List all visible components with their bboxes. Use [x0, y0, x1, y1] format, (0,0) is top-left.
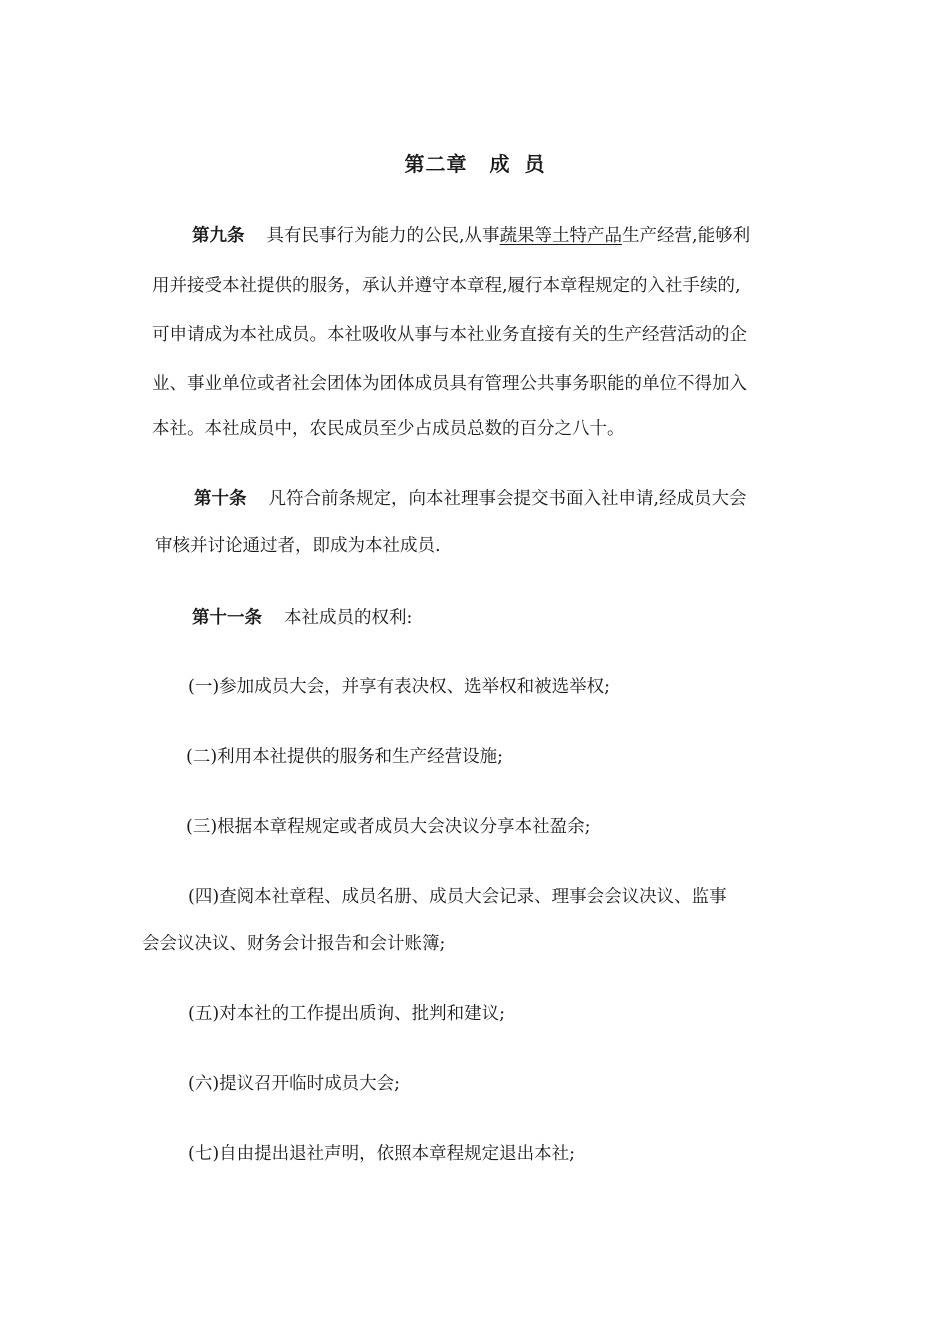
article-11-item-4-line-1: (四)查阅本社章程、成员名册、成员大会记录、理事会会议决议、监事 — [188, 887, 727, 907]
chapter-name-char1: 成 — [489, 152, 511, 176]
article-11-item-6: (六)提议召开临时成员大会; — [188, 1074, 401, 1094]
article-10-line-1 — [194, 485, 747, 510]
article-9-underlined-text: 蔬果等土特产品 — [499, 226, 623, 246]
chapter-name-char2: 员 — [524, 152, 546, 176]
article-11-label: 第十一条 — [192, 608, 262, 628]
article-11-item-2: (二)利用本社提供的服务和生产经营设施; — [186, 747, 504, 767]
article-11-line-1 — [192, 604, 412, 629]
article-11-item-4-line-2: 会会议决议、财务会计报告和会计账簿; — [142, 934, 446, 954]
article-9-line-2: 用并接受本社提供的服务，承认并遵守本章程,履行本章程规定的入社手续的, — [152, 276, 741, 296]
article-10-text: 凡符合前条规定，向本社理事会提交书面入社申请,经成员大会 — [268, 489, 747, 509]
article-9-label: 第九条 — [192, 226, 245, 246]
article-9-line-1 — [192, 222, 750, 247]
article-11-item-3: (三)根据本章程规定或者成员大会决议分享本社盈余; — [186, 817, 591, 837]
article-9-line-3: 可申请成为本社成员。本社吸收从事与本社业务直接有关的生产经营活动的企 — [152, 325, 747, 345]
article-10-label: 第十条 — [194, 489, 247, 509]
chapter-title — [0, 148, 950, 177]
article-11-item-5: (五)对本社的工作提出质询、批判和建议; — [188, 1004, 506, 1024]
article-9-line-5: 本社。本社成员中，农民成员至少占成员总数的百分之八十。 — [152, 419, 625, 439]
article-9-text-pre: 具有民事行为能力的公民,从事 — [266, 226, 500, 246]
chapter-number: 第二章 — [404, 152, 468, 176]
article-11-intro: 本社成员的权利: — [284, 608, 413, 628]
article-9-line-4: 业、事业单位或者社会团体为团体成员具有管理公共事务职能的单位不得加入 — [152, 374, 747, 394]
article-10-line-2: 审核并讨论通过者，即成为本社成员. — [155, 536, 441, 556]
article-9-text-post: 生产经营,能够利 — [622, 226, 751, 246]
article-11-item-1: (一)参加成员大会，并享有表决权、选举权和被选举权; — [188, 677, 611, 697]
article-11-item-7: (七)自由提出退社声明，依照本章程规定退出本社; — [188, 1144, 576, 1164]
